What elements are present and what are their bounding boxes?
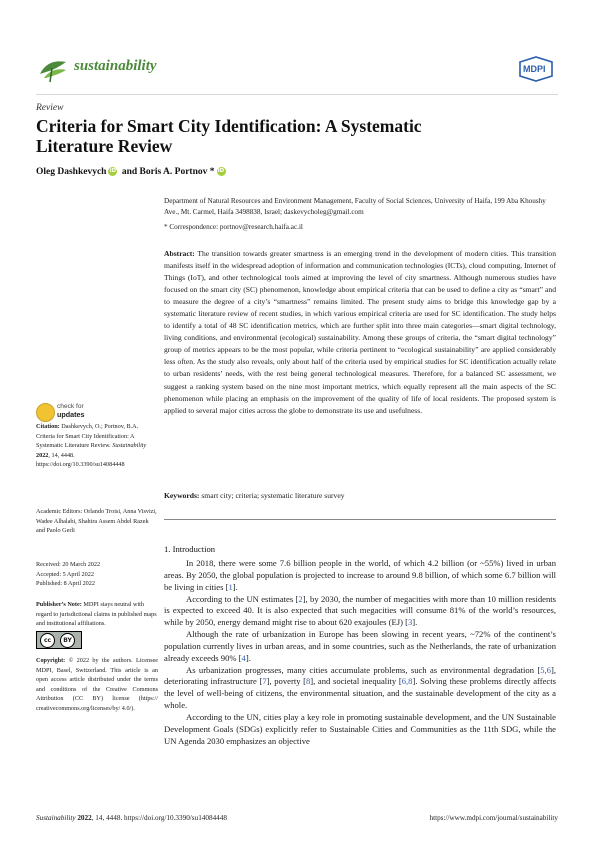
cc-icon: cc bbox=[40, 633, 55, 648]
keywords-label: Keywords: bbox=[164, 491, 200, 500]
body-text-run: According to the UN, cities play a key role in promoting sustainable development, and the UN Sustainable Development Goals (SDGs) explicitly refer to Sustainable Cities and Communities as the 11th SDG, while the UN Agenda 2030 emphasizes an objective bbox=[164, 711, 556, 746]
author-name[interactable]: Oleg Dashkevych bbox=[36, 167, 107, 177]
citation-doi[interactable]: , 14, 4448. https://doi.org/10.3390/su14084448 bbox=[36, 451, 125, 469]
cc-by-license-icon[interactable] bbox=[36, 631, 82, 649]
citation-block bbox=[36, 422, 158, 470]
citation-link[interactable]: 7 bbox=[262, 676, 267, 687]
header-divider bbox=[36, 94, 558, 95]
abstract-label: Abstract: bbox=[164, 249, 195, 258]
body-paragraph bbox=[164, 665, 556, 712]
body-text-run: ]. Solving these problems directly affects the level of well-being of citizens, the environmental situation, and the sustainable development of the city as a whole. bbox=[164, 676, 556, 711]
citation-link[interactable]: 2 bbox=[298, 593, 303, 604]
citation-label: Citation: bbox=[36, 423, 60, 430]
by-icon: BY bbox=[60, 633, 75, 648]
body-text-run: ], and societal inequality [ bbox=[310, 676, 402, 687]
body-text-run: ]. bbox=[412, 617, 418, 628]
abstract-text: The transition towards greater smartness is an emerging trend in the development of modern cities. This transition manifests itself in the widespread adoption of information and communication technologies (ICTs), cloud computing, Internet of Things (IoT), and other technological tools aimed at improving the level of city smartness. Although numerous studies have focused on the smart city (SC) phenomenon, knowledge about empirical criteria that can be used to define a city as “smart” and to measure the degree of a city’s “smartness” remains limited. The present study aims to bridge this knowledge gap by a systematic literature review of recent studies, in which various empirical criteria are used for SC identification. The study helps to identify a total of 48 SC identification metrics, which are further split into three main categories—smart digital technology, living conditions, and environmental (ecological) sustainability. Among these groups of criteria, the “smart digital technology” group of metrics appears to be the most popular, while criteria pertinent to “ecological sustainability” are applied considerably less often. As the study also reveals, only about half of the criteria used by empirical studies for SC identification actually relate to urban residents’ needs, with the rest being general technological measures. Therefore, for a balanced SC assessment, we suggest a ranking system based on the nine most important metrics, which equally represent all the main aspects of the SC phenomenon while placing an emphasis on the improvement of the quality of life of local residents. The proposed system is applied to several major cities across the globe to demonstrate its use and usefulness. bbox=[164, 249, 556, 415]
keywords-text: smart city; criteria; systematic literature survey bbox=[201, 491, 345, 500]
footer-year: 2022 bbox=[77, 814, 92, 822]
abstract bbox=[164, 248, 556, 417]
citation-year: 2022 bbox=[36, 451, 49, 459]
mdpi-logo bbox=[516, 56, 556, 82]
orcid-icon[interactable]: iD bbox=[109, 168, 117, 174]
footer-url[interactable]: https://www.mdpi.com/journal/sustainability bbox=[429, 814, 558, 822]
dates-block bbox=[36, 560, 158, 589]
footer-citation bbox=[36, 814, 227, 822]
footer-journal: Sustainability bbox=[36, 814, 76, 822]
academic-editors: Academic Editors: Orlando Troisi, Anna Visvizi, Wadee Alhalabi, Shahira Assem Abdel Razek and Paolo Gerli bbox=[36, 508, 157, 535]
body-text-run: According to the UN estimates [ bbox=[186, 593, 299, 604]
author-list bbox=[36, 167, 228, 177]
published-date: Published: 8 April 2022 bbox=[36, 580, 95, 588]
footer-doi[interactable]: , 14, 4448. https://doi.org/10.3390/su14084448 bbox=[91, 814, 227, 822]
body-text-run: ]. bbox=[245, 652, 251, 663]
copyright-text: © 2022 by the authors. Licensee MDPI, Basel, Switzerland. This article is an open access article distributed under the terms and conditions of the Creative Commons Attribution (CC BY) license (https:// creativecommons.org/licenses/by/ 4.0/). bbox=[36, 657, 158, 712]
copyright-label: Copyright: bbox=[36, 657, 66, 664]
body-paragraph bbox=[164, 558, 556, 594]
body-text-run: ]. bbox=[232, 581, 238, 592]
check-updates-line1: check for bbox=[57, 403, 84, 410]
body-text-run: ], poverty [ bbox=[266, 676, 306, 687]
citation-link[interactable]: 5,6 bbox=[540, 664, 551, 675]
body-text-run: In 2018, there were some 7.6 billion people in the world, of which 4.2 billion (or ~55%) lived in urban areas. By 2050, the global population is projected to increase to around 9.8 billion, of which some 6.7 billion will be living in cities [ bbox=[164, 558, 556, 592]
check-updates-button[interactable] bbox=[36, 402, 118, 422]
publisher-note-text: MDPI stays neutral with regard to jurisdictional claims in published maps and institutional affiliations. bbox=[36, 601, 157, 628]
section-heading: 1. Introduction bbox=[164, 544, 216, 554]
section-divider bbox=[164, 519, 556, 520]
citation-journal: Sustainability bbox=[112, 442, 147, 450]
body-text-run: ], by 2030, the number of megacities with more than 10 million residents is expected to exceed 40. It is also expected that such megacities will consume 81% of the world’s resources, while by 2050, energy demand might rise to about 620 exajoules (EJ) [ bbox=[164, 593, 557, 628]
citation-text: Dashkevych, O.; Portnov, B.A. Criteria for Smart City Identification: A Systematic Literature Review. bbox=[36, 423, 139, 450]
author-separator: and bbox=[119, 167, 140, 177]
publisher-note-label: Publisher’s Note: bbox=[36, 601, 82, 608]
affiliation: Department of Natural Resources and Environment Management, Faculty of Social Sciences, University of Haifa, 199 Aba Khoushy Ave., Mt. Carmel, Haifa 3498838, Israel; daskevycholeg@gmail.com bbox=[164, 197, 546, 216]
keywords bbox=[164, 491, 556, 500]
article-type: Review bbox=[36, 103, 64, 113]
mdpi-logo-text: MDPI bbox=[523, 64, 546, 74]
citation-link[interactable]: 3 bbox=[408, 617, 413, 628]
accepted-date: Accepted: 5 April 2022 bbox=[36, 570, 94, 578]
body-paragraph bbox=[164, 712, 556, 748]
correspondence: * Correspondence: portnov@research.haifa.ac.il bbox=[164, 223, 303, 231]
body-text-run: ], deteriorating infrastructure [ bbox=[164, 664, 556, 687]
citation-link[interactable]: 8 bbox=[306, 676, 311, 687]
journal-logo-icon bbox=[36, 52, 70, 86]
body-text bbox=[164, 558, 556, 748]
body-paragraph bbox=[164, 629, 556, 665]
check-updates-line2: updates bbox=[57, 409, 85, 419]
citation-link[interactable]: 1 bbox=[228, 581, 233, 592]
citation-link[interactable]: 4 bbox=[241, 652, 246, 663]
check-updates-icon bbox=[36, 403, 55, 422]
article-title: Criteria for Smart City Identification: A Systematic Literature Review bbox=[36, 116, 422, 156]
publisher-note bbox=[36, 600, 158, 629]
citation-link[interactable]: 6,8 bbox=[401, 676, 413, 687]
copyright-block bbox=[36, 656, 158, 714]
orcid-icon[interactable]: iD bbox=[217, 168, 225, 174]
body-text-run: As urbanization progresses, many cities accumulate problems, such as environmental degradation [ bbox=[186, 664, 541, 675]
journal-name: sustainability bbox=[74, 58, 157, 74]
received-date: Received: 20 March 2022 bbox=[36, 561, 101, 568]
author-name[interactable]: Boris A. Portnov * bbox=[139, 167, 215, 177]
body-paragraph bbox=[164, 594, 556, 630]
body-text-run: Although the rate of urbanization in Europe has been slowing in recent years, ~72% of the continent’s population currently lives in urban areas, and in some countries, such as the Netherlands, the rate of urbanization already exceeds 90% [ bbox=[164, 629, 556, 663]
